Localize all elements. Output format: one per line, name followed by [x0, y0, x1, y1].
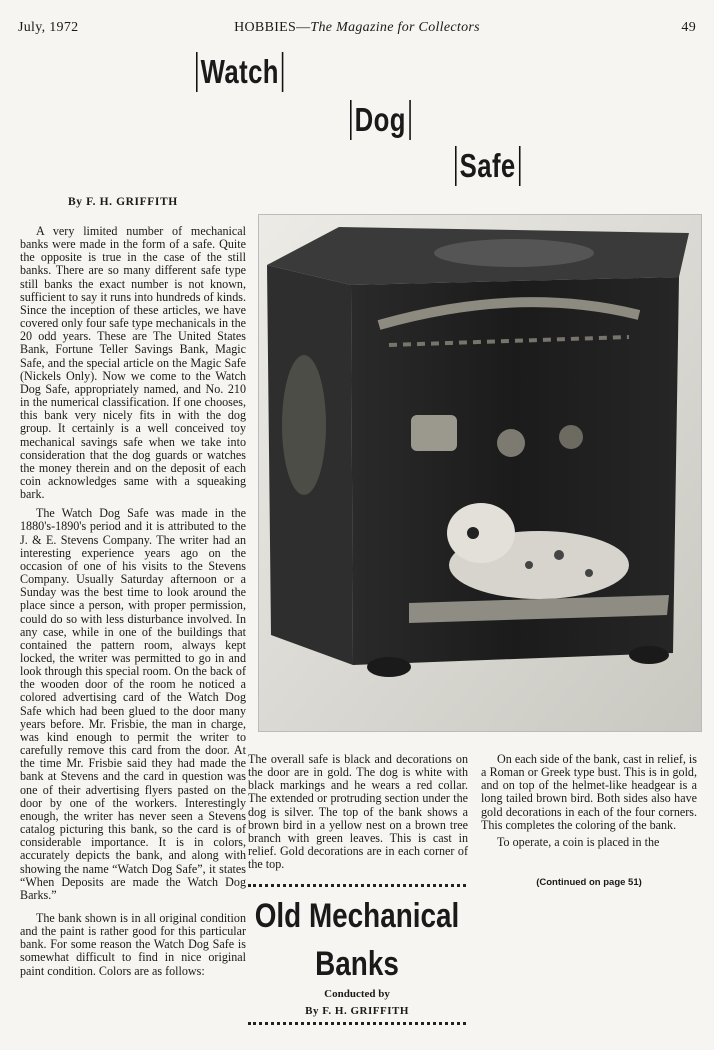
right-column — [481, 753, 697, 853]
issue-date: July, 1972 — [18, 20, 79, 35]
paragraph: On each side of the bank, cast in relief, is a Roman or Greek type bust. This is in gold, and on top of the helmet-like headgear is a long tailed brown bird. Both sides also have gold decorations in each of the four corners. This completes the coloring of the bank. — [481, 752, 697, 832]
paragraph: A very limited number of mechanical banks were made in the form of a safe. Quite the opposite is true in the case of the still banks. There are so many different safe type still banks the exact number is not known, sufficient to say it runs into hundreds of kinds. Since the inception of these articles, we have covered only four safe type mechanicals in the 20 odd years. These are The United States Bank, Fortune Teller Savings Bank, Magic Safe, and the special article on the Magic Safe (Nickels Only). Now we come to the Watch Dog Safe, appropriately named, and No. 210 in the numerical classification. If one chooses, this bank very nicely fits in with the dog group. It certainly is a well conceived toy mechanical savings safe when we take into consideration that the dog guards or watches the money therein and on the deposit of each coin acknowledges same with a squeaking bark. — [20, 224, 246, 502]
feature-conducted-label: Conducted by — [324, 988, 390, 1000]
magazine-name: HOBBIES— — [234, 20, 311, 35]
box-rule-bottom — [248, 1022, 466, 1025]
paragraph: The bank shown is in all original condition and the paint is rather good for this particular bank. For some reason the Watch Dog Safe is somewhat difficult to find in nice original paint condition. Colors are as follows: — [20, 910, 246, 978]
feature-title-line1: Old Mechanical — [254, 897, 460, 935]
feature-byline: By F. H. GRIFFITH — [305, 1005, 409, 1017]
magazine-running-head — [0, 20, 714, 36]
page-number: 49 — [681, 20, 696, 35]
paragraph: The Watch Dog Safe was made in the 1880's-1890's period and it is attributed to the J. & E. Stevens Company. The writer had an interesting experience years ago on the occasion of one of his visits to the Stevens Company. Usually Saturday afternoon or a Sunday was the best time to look around the place since a person, with proper permission, could do so with less disturbance involved. In any case, while in one of the buildings that contained the pattern room, always kept locked, the writer was permitted to go in and look through this special room. On the back of the wooden door of the room he noticed a colored advertising card of the Watch Dog Safe which had been glued to the door many years before. Mr. Frisbie, the man in charge, was kind enough to permit the writer to carefully remove this card from the door. At the time Mr. Frisbie said they had made the bank at Stevens and the card in question was one of their advertising flyers pasted on the door by one of the workers. Interestingly enough, the writer has never seen a Stevens catalog picturing this bank, so the card is of considerable importance. It is in colors, accurately depicts the bank, and along with showing the name “Watch Dog Safe”, it states “When Deposits are made the Watch Dog Barks.” — [20, 506, 246, 902]
article-byline: By F. H. GRIFFITH — [68, 196, 178, 208]
watch-dog-safe-photo — [258, 214, 702, 732]
middle-column — [248, 753, 468, 877]
magazine-tagline: The Magazine for Collectors — [310, 20, 480, 35]
title-word-safe: Safe — [455, 146, 520, 186]
box-rule-top — [248, 884, 466, 887]
paragraph: To operate, a coin is placed in the — [497, 834, 660, 849]
continued-notice: (Continued on page 51) — [536, 877, 642, 888]
feature-title-line2: Banks — [315, 945, 399, 983]
paragraph: The overall safe is black and decorations on the door are in gold. The dog is white with black markings and he wears a red collar. The extended or protruding section under the dog is silver. The top of the bank shows a brown bird in a yellow nest on a brown tree branch with green leaves. This is cast in relief. Gold decorations are in each corner of the top. — [248, 752, 468, 872]
title-word-dog: Dog — [350, 100, 411, 140]
left-column — [20, 225, 246, 984]
title-word-watch: Watch — [196, 52, 284, 92]
